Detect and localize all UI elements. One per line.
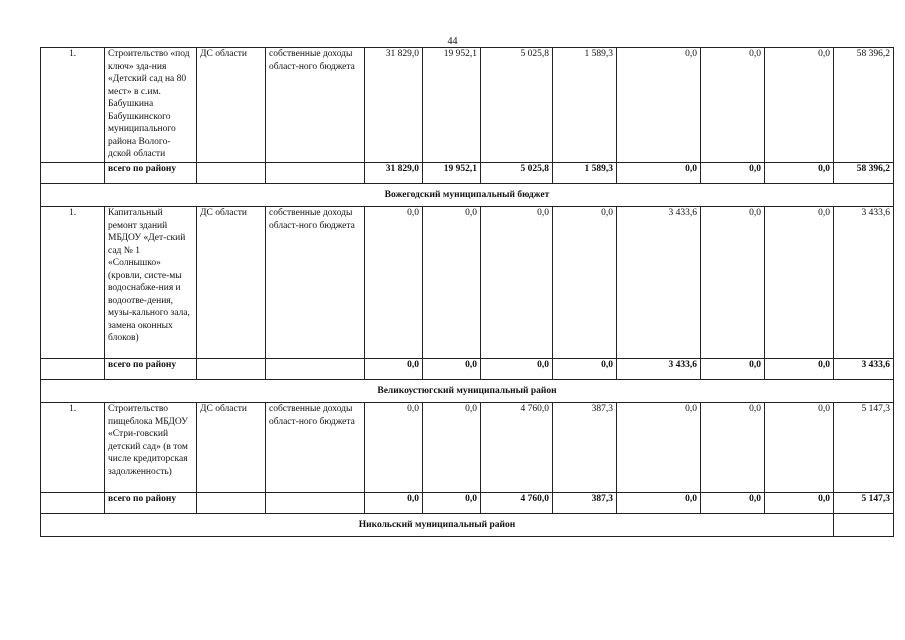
page-number: 44 bbox=[447, 36, 458, 47]
total-value: 1 589,3 bbox=[553, 163, 617, 184]
empty-cell bbox=[41, 359, 105, 380]
total-value: 0,0 bbox=[701, 163, 765, 184]
total-value: 0,0 bbox=[765, 163, 834, 184]
district-name: Никольский муниципальный район bbox=[41, 514, 834, 537]
total-value: 5 025,8 bbox=[481, 163, 553, 184]
value-cell: 3 433,6 bbox=[834, 207, 894, 359]
row-index: 1. bbox=[41, 207, 105, 359]
district-header-row bbox=[41, 380, 894, 403]
total-value: 0,0 bbox=[765, 359, 834, 380]
funding-source: собственные доходы област-ного бюджета bbox=[266, 207, 365, 359]
total-row bbox=[41, 163, 894, 184]
customer: ДС области bbox=[197, 48, 266, 163]
total-value: 0,0 bbox=[365, 493, 423, 514]
total-value: 387,3 bbox=[553, 493, 617, 514]
empty-cell bbox=[266, 163, 365, 184]
value-cell: 0,0 bbox=[365, 207, 423, 359]
total-value: 3 433,6 bbox=[834, 359, 894, 380]
value-cell: 387,3 bbox=[553, 403, 617, 493]
empty-cell bbox=[197, 163, 266, 184]
total-value: 0,0 bbox=[423, 493, 481, 514]
value-cell: 3 433,6 bbox=[617, 207, 701, 359]
object-name: Капитальный ремонт зданий МБДОУ «Дет-ский сад № 1 «Солнышко» (кровли, систе-мы водоснабже-ния и водоотве-дения, музы-кального зала, замена оконных блоков) bbox=[105, 207, 197, 359]
total-label: всего по району bbox=[105, 163, 197, 184]
value-cell: 5 025,8 bbox=[481, 48, 553, 163]
value-cell: 0,0 bbox=[481, 207, 553, 359]
empty-cell bbox=[41, 163, 105, 184]
value-cell: 0,0 bbox=[765, 403, 834, 493]
district-header-row bbox=[41, 184, 894, 207]
value-cell: 0,0 bbox=[553, 207, 617, 359]
total-value: 5 147,3 bbox=[834, 493, 894, 514]
empty-cell bbox=[834, 514, 894, 537]
budget-table bbox=[40, 47, 894, 537]
total-value: 0,0 bbox=[617, 493, 701, 514]
total-value: 4 760,0 bbox=[481, 493, 553, 514]
total-row bbox=[41, 359, 894, 380]
total-value: 58 396,2 bbox=[834, 163, 894, 184]
object-name: Строительство пищеблока МБДОУ «Стри-говский детский сад» (в том числе кредиторская задолженность) bbox=[105, 403, 197, 493]
value-cell: 0,0 bbox=[423, 403, 481, 493]
customer: ДС области bbox=[197, 403, 266, 493]
table-row bbox=[41, 403, 894, 493]
value-cell: 0,0 bbox=[701, 207, 765, 359]
value-cell: 0,0 bbox=[765, 207, 834, 359]
funding-source: собственные доходы област-ного бюджета bbox=[266, 48, 365, 163]
value-cell: 0,0 bbox=[765, 48, 834, 163]
empty-cell bbox=[197, 493, 266, 514]
empty-cell bbox=[266, 359, 365, 380]
value-cell: 4 760,0 bbox=[481, 403, 553, 493]
total-row bbox=[41, 493, 894, 514]
total-value: 0,0 bbox=[423, 359, 481, 380]
total-value: 3 433,6 bbox=[617, 359, 701, 380]
total-value: 0,0 bbox=[701, 359, 765, 380]
total-label: всего по району bbox=[105, 493, 197, 514]
total-label: всего по району bbox=[105, 359, 197, 380]
total-value: 0,0 bbox=[701, 493, 765, 514]
empty-cell bbox=[197, 359, 266, 380]
value-cell: 0,0 bbox=[365, 403, 423, 493]
value-cell: 19 952,1 bbox=[423, 48, 481, 163]
total-value: 0,0 bbox=[617, 163, 701, 184]
value-cell: 0,0 bbox=[617, 48, 701, 163]
value-cell: 5 147,3 bbox=[834, 403, 894, 493]
total-value: 19 952,1 bbox=[423, 163, 481, 184]
value-cell: 58 396,2 bbox=[834, 48, 894, 163]
total-value: 0,0 bbox=[553, 359, 617, 380]
table-row bbox=[41, 48, 894, 163]
district-header-row bbox=[41, 514, 894, 537]
district-name: Вожегодский муниципальный бюджет bbox=[41, 184, 894, 207]
object-name: Строительство «под ключ» зда-ния «Детский сад на 80 мест» в с.им. Бабушкина Бабушкинского муниципального района Волого-дской области bbox=[105, 48, 197, 163]
empty-cell bbox=[266, 493, 365, 514]
row-index: 1. bbox=[41, 403, 105, 493]
total-value: 31 829,0 bbox=[365, 163, 423, 184]
total-value: 0,0 bbox=[481, 359, 553, 380]
value-cell: 0,0 bbox=[617, 403, 701, 493]
row-index: 1. bbox=[41, 48, 105, 163]
value-cell: 0,0 bbox=[701, 48, 765, 163]
value-cell: 0,0 bbox=[701, 403, 765, 493]
total-value: 0,0 bbox=[365, 359, 423, 380]
table-row bbox=[41, 207, 894, 359]
funding-source: собственные доходы област-ного бюджета bbox=[266, 403, 365, 493]
customer: ДС области bbox=[197, 207, 266, 359]
total-value: 0,0 bbox=[765, 493, 834, 514]
district-name: Великоустюгский муниципальный район bbox=[41, 380, 894, 403]
value-cell: 0,0 bbox=[423, 207, 481, 359]
empty-cell bbox=[41, 493, 105, 514]
value-cell: 31 829,0 bbox=[365, 48, 423, 163]
value-cell: 1 589,3 bbox=[553, 48, 617, 163]
